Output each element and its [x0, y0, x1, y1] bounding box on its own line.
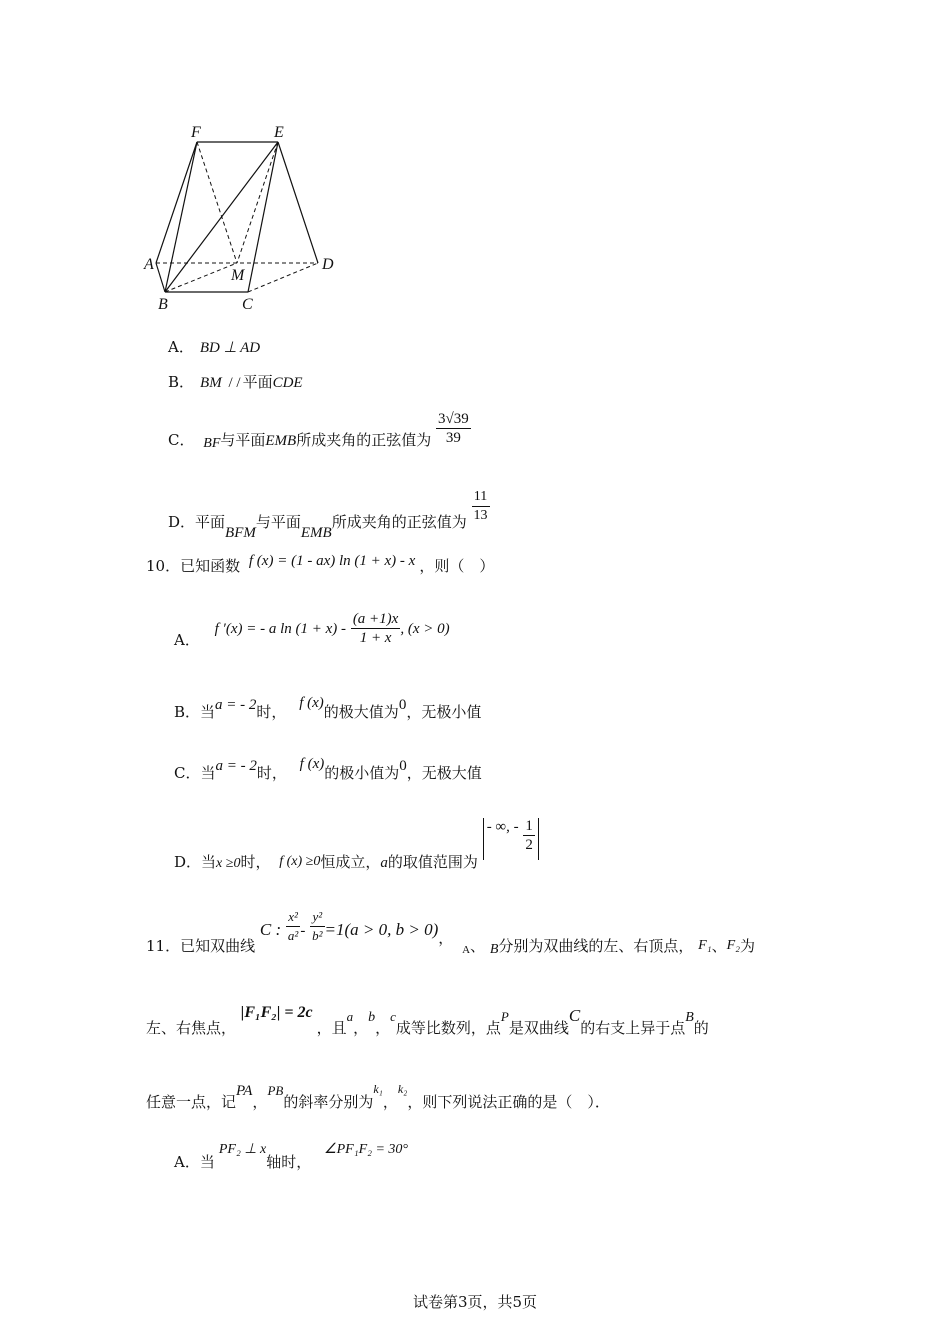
q10-option-b: B．当a = - 2时， f (x)的极大值为0，无极小值: [174, 695, 482, 721]
label-f: F: [191, 124, 201, 141]
q10-option-a: A． f ′(x) = - a ln (1 + x) - $\frac{(a +1)x}{1 + x}$ , (x > 0): [174, 611, 450, 649]
q11-option-a: A．当PF₂ ⊥ x轴时， ∠PF₁F₂ = 30°: [174, 1142, 409, 1171]
q9-option-b: B． BM / / 平面CDE: [168, 373, 303, 391]
q11-stem-line2: 左、右焦点， |F₁F₂| = 2c，且a，b，c成等比数列，点P是双曲线C的右支上异于点B的: [146, 1004, 709, 1037]
geometry-figure: [130, 118, 350, 318]
q10-option-c: C．当a = - 2时， f (x)的极小值为0，无极大值: [174, 756, 482, 782]
q10-stem: 10．已知函数 f (x) = (1 - ax) ln (1 + x) - x ，则（ ）: [146, 553, 495, 575]
label-m: M: [231, 267, 245, 284]
q9-option-d: D．平面BFM与平面EMB所成夹角的正弦值为 $\frac{11}{13}$: [168, 489, 488, 541]
q9-option-a: A． BD ⊥ AD: [168, 338, 261, 356]
q9-option-c: C． BF与平面EMB所成夹角的正弦值为 $\frac{3√39}{39}$: [168, 411, 469, 451]
q10-option-d: D．当x ≥0时， f (x) ≥0恒成立，a的取值范围为 - ∞, - $\frac{1}{2}$: [174, 818, 539, 862]
label-d: D: [322, 256, 334, 273]
q10-a-fraction: $\frac{(a +1)x}{1 + x}$: [352, 611, 399, 646]
q9-c-fraction: $\frac{3√39}{39}$: [438, 411, 469, 446]
q9-d-fraction: $\frac{11}{13}$: [473, 489, 488, 523]
label-e: E: [274, 124, 284, 141]
q10-d-interval: - ∞, - $\frac{1}{2}$: [483, 818, 539, 860]
label-a: A: [144, 256, 154, 273]
q11-stem-line1: 11．已知双曲线 C : $\frac{\text{x²}}{\text{a²}}$ - $\frac{\text{y²}}{\text{b²}}$ =1(a > 0, b > 0)， $_A$、 B分别为双曲线的左、右顶点， F₁、F₂为: [146, 909, 756, 957]
q11-stem-line3: 任意一点，记PA，PB的斜率分别为k₁，k₂，则下列说法正确的是（ ）．: [146, 1082, 610, 1111]
focal-distance: |F₁F₂| = 2c: [240, 1004, 313, 1021]
label-b: B: [158, 296, 168, 313]
label-c: C: [242, 296, 253, 313]
page-footer: 试卷第3页，共5页: [412, 1293, 538, 1311]
